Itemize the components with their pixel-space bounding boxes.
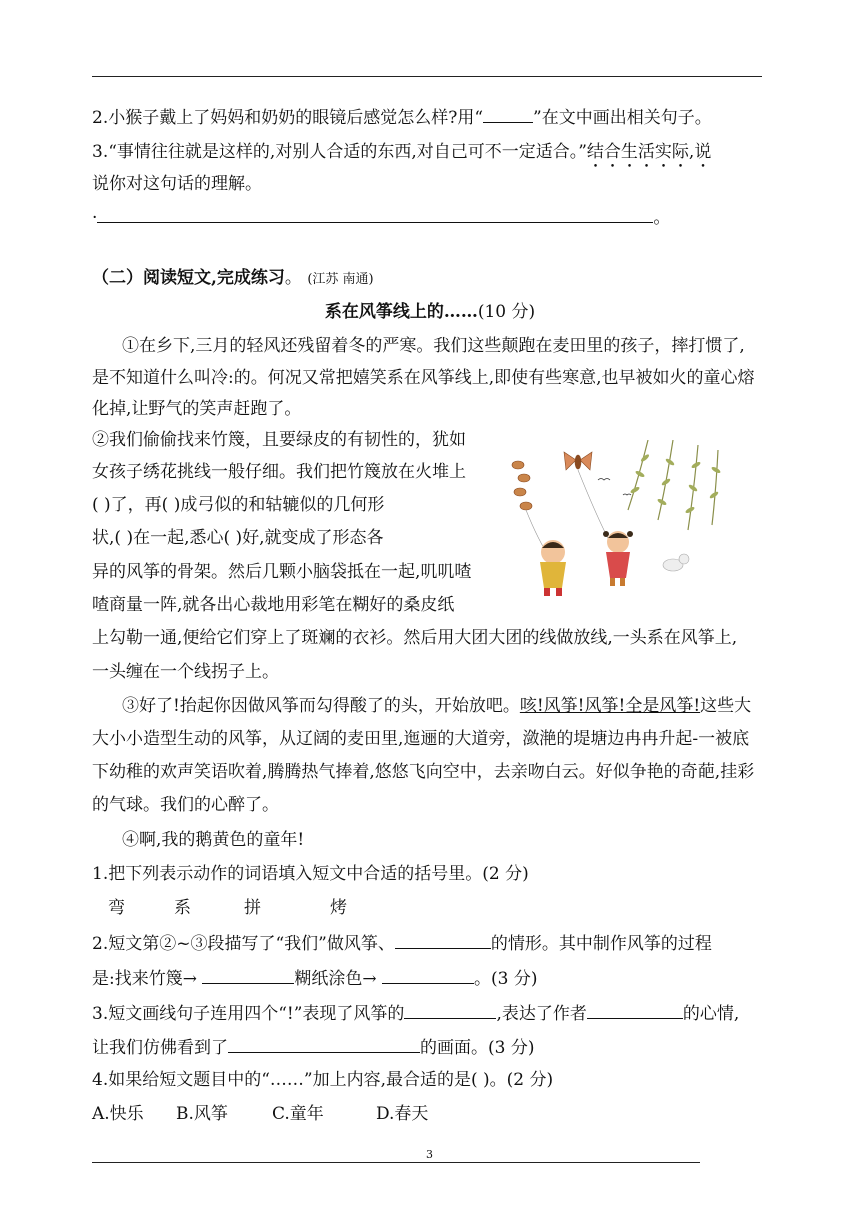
answer-blank[interactable] bbox=[228, 1034, 420, 1053]
paragraph-2-line: 女孩子绣花挑线一般仔细。我们把竹篾放在火堆上 bbox=[92, 462, 466, 482]
answer-blank[interactable] bbox=[404, 1000, 496, 1019]
header-rule bbox=[92, 76, 762, 77]
section-heading: （二）阅读短文,完成练习。 (江苏 南通) bbox=[92, 268, 374, 288]
page-number: 3 bbox=[426, 1148, 433, 1161]
question-3-line1: 3.短文画线句子连用四个“!”表现了风筝的 ,表达了作者 的心情, bbox=[92, 1000, 739, 1026]
question-3-line2: 说你对这句话的理解。 bbox=[92, 174, 262, 194]
paragraph-4: ④啊,我的鹅黄色的童年! bbox=[122, 830, 305, 850]
paragraph-1-line: ①在乡下,三月的轻风还残留着冬的严寒。我们这些颠跑在麦田里的孩子，摔打惯了, bbox=[122, 336, 745, 356]
question-3-answer-line: · 。 bbox=[92, 204, 670, 230]
paragraph-2-line: 喳商量一阵,就各出心裁地用彩笔在糊好的桑皮纸 bbox=[92, 595, 455, 615]
word-option: 烤 bbox=[330, 898, 347, 918]
paragraph-2-line: 异的风筝的骨架。然后几颗小脑袋抵在一起,叽叽喳 bbox=[92, 562, 472, 582]
word-option: 拼 bbox=[244, 898, 261, 918]
question-3-line1: 3.“事情往往就是这样的,对别人合适的东西,对自己可不一定适合。”结合生活实际,说 bbox=[92, 142, 712, 162]
answer-blank[interactable] bbox=[395, 930, 491, 949]
question-1: 1.把下列表示动作的词语填入短文中合适的括号里。(2 分) bbox=[92, 864, 529, 884]
paragraph-1-line: 是不知道什么叫冷:的。何况又常把嬉笑系在风筝线上,即使有些寒意,也早被如火的童心熔 bbox=[92, 368, 755, 388]
answer-blank[interactable] bbox=[587, 1000, 683, 1019]
question-2-line1: 2.短文第②~③段描写了“我们”做风筝、 的情形。其中制作风筝的过程 bbox=[92, 930, 712, 956]
paragraph-2-line: 上勾勒一通,便给它们穿上了斑斓的衣衫。然后用大团大团的线做放线,一头系在风筝上, bbox=[92, 628, 738, 648]
footer-rule bbox=[92, 1162, 700, 1163]
paragraph-2-line: ( )了，再( )成弓似的和轱辘似的几何形 bbox=[92, 495, 385, 515]
answer-blank[interactable] bbox=[483, 104, 533, 123]
question-4-options bbox=[92, 1102, 428, 1126]
paragraph-3-line: 下幼稚的欢声笑语吹着,腾腾热气捧着,悠悠飞向空中，去亲吻白云。好似争艳的奇葩,挂彩 bbox=[92, 762, 755, 782]
option-c[interactable]: C.童年 bbox=[272, 1104, 324, 1124]
kite-children-illustration bbox=[498, 440, 730, 600]
option-d[interactable]: D.春天 bbox=[376, 1104, 429, 1124]
word-option: 系 bbox=[174, 898, 191, 918]
source-note: (江苏 南通) bbox=[307, 272, 374, 287]
word-list bbox=[108, 896, 347, 920]
answer-blank[interactable] bbox=[97, 204, 653, 223]
option-b[interactable]: B.风筝 bbox=[176, 1104, 228, 1124]
paragraph-3-line: ③好了!抬起你因做风筝而勾得酸了的头，开始放吧。咳!风筝!风筝!全是风筝!这些大 bbox=[122, 696, 752, 716]
word-option: 弯 bbox=[108, 898, 125, 918]
question-4: 4.如果给短文题目中的“……”加上内容,最合适的是( )。(2 分) bbox=[92, 1070, 554, 1090]
article-title: 系在风筝线上的……(10 分) bbox=[324, 302, 536, 322]
answer-blank[interactable] bbox=[202, 965, 294, 984]
paragraph-3-line: 大小小造型生动的风筝，从辽阔的麦田里,迤逦的大道旁，潋滟的堤塘边冉冉升起-一被底 bbox=[92, 729, 750, 749]
paragraph-2-line: ②我们偷偷找来竹篾，且要绿皮的有韧性的，犹如 bbox=[92, 430, 466, 450]
question-2: 2.小猴子戴上了妈妈和奶奶的眼镜后感觉怎么样?用“ ”在文中画出相关句子。 bbox=[92, 104, 712, 130]
question-3-line2: 让我们仿佛看到了 的画面。(3 分) bbox=[92, 1034, 534, 1060]
option-a[interactable]: A.快乐 bbox=[92, 1104, 144, 1124]
paragraph-1-line: 化掉,让野气的笑声赶跑了。 bbox=[92, 399, 302, 419]
question-2-line2: 是:找来竹篾→ 糊纸涂色→ 。(3 分) bbox=[92, 965, 538, 991]
paragraph-3-line: 的气球。我们的心醉了。 bbox=[92, 795, 279, 815]
answer-blank[interactable] bbox=[382, 965, 474, 984]
paragraph-2-line: 一头缠在一个线拐子上。 bbox=[92, 662, 279, 682]
paragraph-2-line: 状,( )在一起,悉心( )好,就变成了形态各 bbox=[92, 528, 384, 548]
underlined-sentence: 咳!风筝!风筝!全是风筝! bbox=[519, 696, 701, 716]
